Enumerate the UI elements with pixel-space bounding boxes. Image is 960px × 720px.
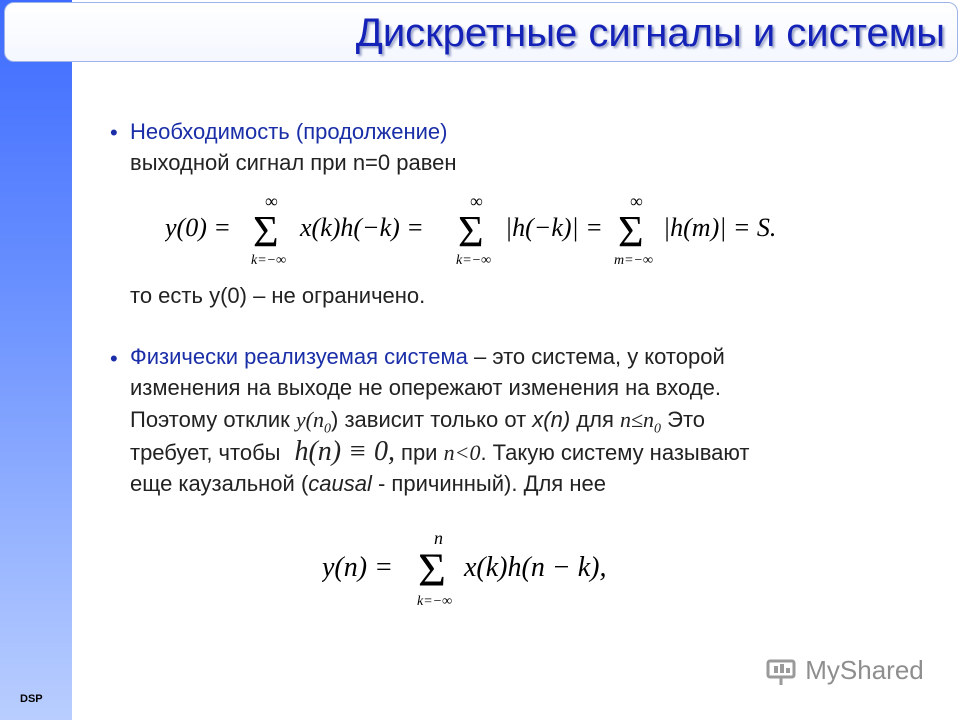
presentation-icon bbox=[766, 657, 798, 687]
bullet-2-line-1-rest: – это система, у которой bbox=[467, 344, 725, 369]
sidebar-gradient bbox=[0, 0, 72, 720]
line3-part-d: Это bbox=[661, 407, 706, 432]
eq2-sum-top: n bbox=[434, 528, 443, 548]
eq2-sigma: Σ bbox=[418, 544, 446, 597]
bullet-2-line-4 bbox=[130, 437, 750, 468]
eq1-sigma-1: Σ bbox=[253, 207, 279, 256]
eq1-term1: x(k)h(−k) = bbox=[300, 213, 424, 242]
eq2-term: x(k)h(n − k), bbox=[464, 552, 607, 583]
eq1-sum1-top: ∞ bbox=[265, 192, 278, 211]
equation-1-svg bbox=[165, 192, 795, 270]
eq1-sum2-bottom: k=−∞ bbox=[456, 253, 492, 268]
bullet-2-line-1 bbox=[130, 342, 725, 372]
line5-part-a: еще каузальной ( bbox=[130, 471, 309, 496]
line3-sub-0: 0 bbox=[324, 421, 331, 437]
line5-causal: causal bbox=[308, 471, 372, 496]
eq1-sum3-bottom: m=−∞ bbox=[614, 253, 653, 268]
eq2-lhs: y(n) = bbox=[322, 552, 393, 583]
line5-part-b: - причинный). Для нее bbox=[371, 471, 606, 496]
bullet-2-term: Физически реализуемая система bbox=[130, 344, 468, 369]
eq1-lhs: y(0) = bbox=[165, 213, 231, 242]
bullet-2-line-5 bbox=[130, 469, 606, 499]
line3-sub-0b: 0 bbox=[654, 421, 662, 437]
line3-part-a: Поэтому отклик bbox=[130, 407, 296, 432]
bullet-1-after-equation: то есть y(0) – не ограничено. bbox=[130, 283, 426, 308]
line3-y: y(n bbox=[295, 407, 324, 432]
bullet-2-marker: • bbox=[110, 346, 118, 371]
line4-part-a: требует, чтобы bbox=[130, 440, 281, 465]
line3-part-b: ) зависит только от bbox=[331, 407, 533, 432]
watermark-text: MyShared bbox=[805, 655, 924, 685]
line4-part-c: . Такую систему называют bbox=[480, 440, 750, 465]
eq1-term2: |h(−k)| = bbox=[505, 213, 603, 242]
line4-part-b: при bbox=[401, 440, 444, 465]
equation-2 bbox=[322, 528, 652, 610]
line4-equation: h(n) ≡ 0, bbox=[294, 436, 396, 467]
title-bar bbox=[4, 2, 958, 62]
footer-label: DSP bbox=[20, 693, 43, 705]
eq1-sigma-3: Σ bbox=[618, 207, 644, 256]
bullet-1-line-2: выходной сигнал при n=0 равен bbox=[130, 150, 457, 175]
line3-n: n≤n bbox=[619, 407, 655, 432]
eq1-sigma-2: Σ bbox=[458, 207, 484, 256]
eq1-sum3-top: ∞ bbox=[630, 192, 643, 211]
eq1-sum2-top: ∞ bbox=[470, 192, 483, 211]
bullet-1-line-1: Необходимость (продолжение) bbox=[130, 119, 448, 144]
line4-n: n<0 bbox=[443, 440, 481, 465]
page-title: Дискретные сигналы и системы bbox=[355, 11, 945, 55]
line3-x: x(n) bbox=[532, 407, 571, 432]
line3-part-c: для bbox=[570, 407, 620, 432]
equation-1 bbox=[165, 192, 795, 270]
eq1-sum1-bottom: k=−∞ bbox=[251, 253, 287, 268]
bullet-1-marker: • bbox=[110, 120, 118, 145]
watermark bbox=[766, 655, 924, 687]
equation-2-svg bbox=[322, 528, 652, 610]
bullet-2-line-2: изменения на выходе не опережают изменения на входе. bbox=[130, 375, 721, 400]
eq2-sum-bottom: k=−∞ bbox=[417, 594, 453, 609]
eq1-term3: |h(m)| = S. bbox=[663, 213, 777, 242]
